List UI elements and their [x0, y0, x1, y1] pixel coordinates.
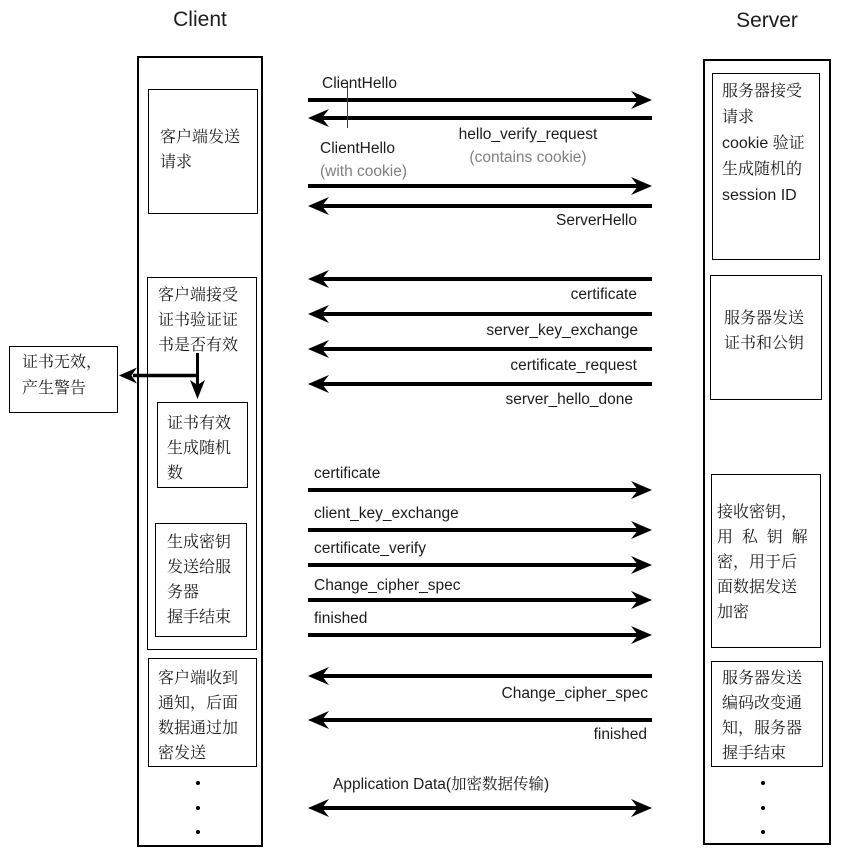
text-line: 务器: [167, 584, 200, 601]
message-label-15: Application Data(加密数据传输): [333, 776, 550, 793]
message-label-5: server_key_exchange: [486, 322, 638, 339]
text-line: 加密: [717, 604, 750, 621]
text-line: 服务器接受: [722, 83, 803, 100]
message-sublabel-2: (with cookie): [320, 163, 407, 180]
text-line: 数: [167, 465, 184, 482]
text-line: 证书有效: [167, 415, 232, 432]
client-lifeline-title: Client: [173, 8, 227, 31]
ellipsis-dot: [761, 806, 765, 810]
ellipsis-dot: [196, 781, 200, 785]
text-line: 知，服务器: [722, 720, 803, 737]
text-line: 生成密钥: [167, 534, 232, 551]
text-line: 通知，后面: [158, 695, 239, 712]
text-line: 接收密钥，: [717, 504, 798, 521]
text-line: 面数据发送: [717, 579, 798, 596]
text-line: session ID: [722, 187, 797, 204]
text-line: 证书验证证: [158, 312, 239, 329]
text-line: 证书无效，: [22, 354, 103, 371]
text-line: 请求: [722, 109, 755, 126]
message-label-2: ClientHello: [320, 140, 395, 157]
message-label-10: certificate_verify: [314, 540, 426, 557]
text-line: 服务器发送: [724, 310, 805, 327]
text-line: 证书和公钥: [724, 335, 805, 352]
text-line: cookie 验证: [722, 135, 805, 152]
text-line: 密，用于后: [717, 554, 798, 571]
text-line: 请求: [160, 154, 193, 171]
message-label-0: ClientHello: [322, 75, 397, 92]
message-label-12: finished: [314, 610, 368, 627]
message-label-8: certificate: [314, 465, 381, 482]
text-line: 握手结束: [722, 745, 787, 762]
ellipsis-dot: [761, 830, 765, 834]
ellipsis-dot: [196, 806, 200, 810]
text-line: 产生警告: [22, 380, 87, 397]
message-label-13: Change_cipher_spec: [501, 685, 648, 702]
text-line: 客户端接受: [158, 287, 239, 304]
message-label-3: ServerHello: [556, 212, 637, 229]
text-line: 书是否有效: [158, 337, 239, 354]
text-line: 密发送: [158, 745, 207, 762]
ellipsis-dot: [196, 830, 200, 834]
text-line: 发送给服: [167, 559, 232, 576]
text-line: 客户端发送: [160, 129, 241, 146]
server-lifeline-title: Server: [736, 9, 798, 32]
text-line: 用 私 钥 解: [717, 529, 808, 546]
text-line: 编码改变通: [722, 695, 803, 712]
message-label-7: server_hello_done: [505, 391, 633, 408]
message-label-11: Change_cipher_spec: [314, 577, 461, 594]
text-line: 客户端收到: [158, 670, 239, 687]
text-line: 握手结束: [167, 609, 232, 626]
text-line: 生成随机: [167, 440, 232, 457]
text-line: 生成随机的: [722, 161, 803, 178]
validity-branch-connector: [119, 353, 205, 399]
message-label-1: hello_verify_request: [458, 126, 598, 143]
message-sublabel-1: (contains cookie): [469, 149, 587, 166]
message-label-9: client_key_exchange: [314, 505, 459, 522]
message-label-14: finished: [593, 726, 647, 743]
text-line: 数据通过加: [158, 720, 239, 737]
message-label-6: certificate_request: [510, 357, 637, 374]
text-line: 服务器发送: [722, 670, 803, 687]
ellipsis-dot: [761, 781, 765, 785]
message-label-4: certificate: [570, 286, 637, 303]
